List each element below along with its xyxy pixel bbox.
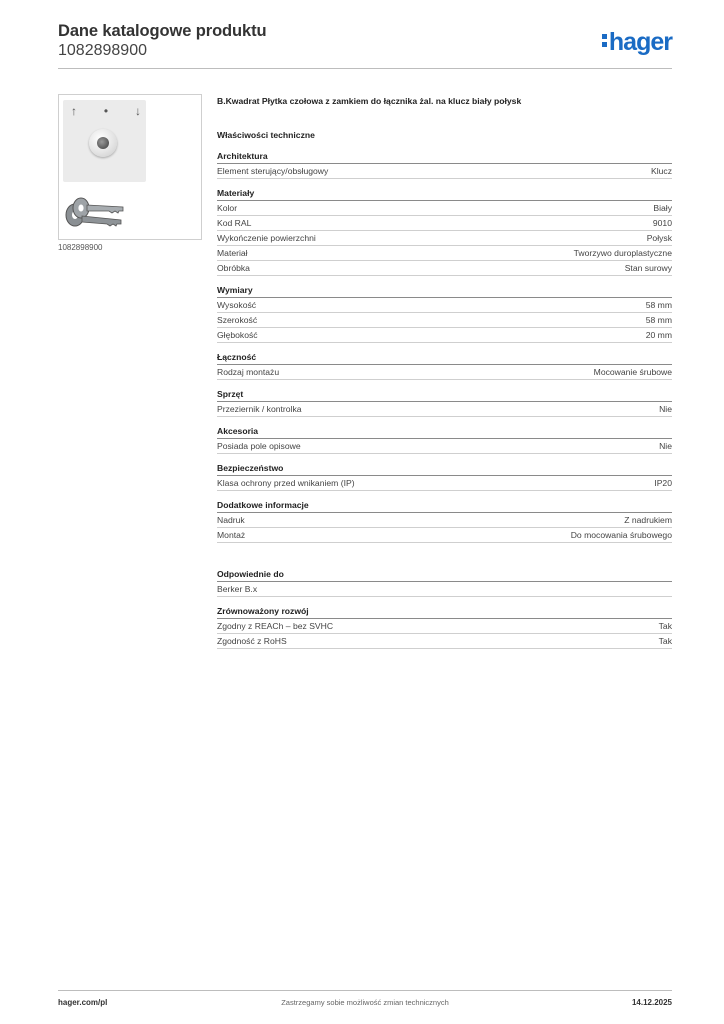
lock-cylinder-icon (89, 129, 117, 157)
hager-logo (602, 28, 672, 57)
arrow-down-icon: ↓ (134, 104, 141, 118)
property-label: Szerokość (217, 315, 258, 325)
group-title: Materiały (217, 186, 672, 201)
property-row (217, 513, 672, 528)
property-row (217, 402, 672, 417)
group-title: Architektura (217, 149, 672, 164)
property-row (217, 313, 672, 328)
page-header (58, 22, 672, 70)
property-value: Mocowanie śrubowe (593, 367, 672, 377)
property-value: Tak (658, 621, 672, 631)
footer-date: 14.12.2025 (631, 998, 672, 1007)
image-caption: 1082898900 (58, 243, 103, 252)
property-row (217, 528, 672, 543)
property-label: Nadruk (217, 515, 245, 525)
property-value: IP20 (654, 478, 672, 488)
header-divider (58, 68, 672, 69)
additional-groups (217, 567, 672, 649)
keys-icon (63, 191, 127, 231)
property-value: 20 mm (645, 330, 672, 340)
property-group (217, 498, 672, 543)
group-title: Akcesoria (217, 424, 672, 439)
dot-icon: • (103, 104, 109, 118)
product-image (58, 94, 202, 240)
property-row (217, 582, 672, 597)
property-value: Do mocowania śrubowego (570, 530, 672, 540)
property-group (217, 283, 672, 343)
footer-url[interactable]: hager.com/pl (58, 998, 108, 1007)
property-group (217, 424, 672, 454)
group-title: Sprzęt (217, 387, 672, 402)
property-label: Rodzaj montażu (217, 367, 280, 377)
page-footer (58, 998, 672, 1010)
property-label: Zgodny z REACh – bez SVHC (217, 621, 334, 631)
arrow-up-icon: ↑ (71, 104, 77, 118)
group-title: Wymiary (217, 283, 672, 298)
group-title: Dodatkowe informacje (217, 498, 672, 513)
property-value: Klucz (650, 166, 672, 176)
property-row (217, 164, 672, 179)
property-label: Zgodność z RoHS (217, 636, 287, 646)
property-row (217, 231, 672, 246)
property-row (217, 439, 672, 454)
product-number: 1082898900 (58, 42, 147, 59)
property-value: 58 mm (645, 300, 672, 310)
property-label: Montaż (217, 530, 246, 540)
footer-disclaimer: Zastrzegamy sobie możliwość zmian technicznych (281, 998, 449, 1007)
property-row (217, 634, 672, 649)
group-title: Bezpieczeństwo (217, 461, 672, 476)
property-label: Głębokość (217, 330, 258, 340)
property-row (217, 328, 672, 343)
property-value: Połysk (646, 233, 672, 243)
property-value: Z nadrukiem (624, 515, 672, 525)
property-label: Wykończenie powierzchni (217, 233, 316, 243)
property-row (217, 298, 672, 313)
property-label: Posiada pole opisowe (217, 441, 301, 451)
logo-text: hager (608, 28, 672, 56)
property-value: Stan surowy (624, 263, 672, 273)
property-value: 9010 (652, 218, 672, 228)
group-title: Łączność (217, 350, 672, 365)
property-label: Wysokość (217, 300, 257, 310)
property-row (217, 365, 672, 380)
group-title: Odpowiednie do (217, 567, 672, 582)
technical-properties-heading: Właściwości techniczne (217, 130, 315, 140)
document-title: Dane katalogowe produktu (58, 22, 267, 40)
property-row (217, 476, 672, 491)
group-title: Zrównoważony rozwój (217, 604, 672, 619)
property-value: 58 mm (645, 315, 672, 325)
property-label: Kod RAL (217, 218, 252, 228)
logo-dots-icon (602, 31, 607, 50)
product-name: B.Kwadrat Płytka czołowa z zamkiem do łącznika żal. na klucz biały połysk (217, 96, 522, 106)
property-label: Klasa ochrony przed wnikaniem (IP) (217, 478, 355, 488)
footer-divider (58, 990, 672, 991)
property-label: Berker B.x (217, 584, 258, 594)
property-group (217, 387, 672, 417)
property-group (217, 350, 672, 380)
property-value: Tak (658, 636, 672, 646)
property-row (217, 246, 672, 261)
cover-plate (63, 100, 146, 182)
property-row (217, 261, 672, 276)
property-group (217, 186, 672, 276)
product-details (217, 94, 672, 649)
property-group (217, 604, 672, 649)
property-value: Nie (659, 404, 672, 414)
property-groups (217, 149, 672, 543)
property-label: Kolor (217, 203, 238, 213)
property-group (217, 461, 672, 491)
property-row (217, 216, 672, 231)
plate-arrows (71, 104, 141, 118)
property-label: Element sterujący/obsługowy (217, 166, 329, 176)
property-group (217, 149, 672, 179)
property-label: Obróbka (217, 263, 250, 273)
property-row (217, 619, 672, 634)
property-label: Materiał (217, 248, 248, 258)
property-row (217, 201, 672, 216)
property-value: Tworzywo duroplastyczne (573, 248, 672, 258)
property-group (217, 567, 672, 597)
property-value: Biały (653, 203, 672, 213)
property-value: Nie (659, 441, 672, 451)
property-label: Przeziernik / kontrolka (217, 404, 302, 414)
